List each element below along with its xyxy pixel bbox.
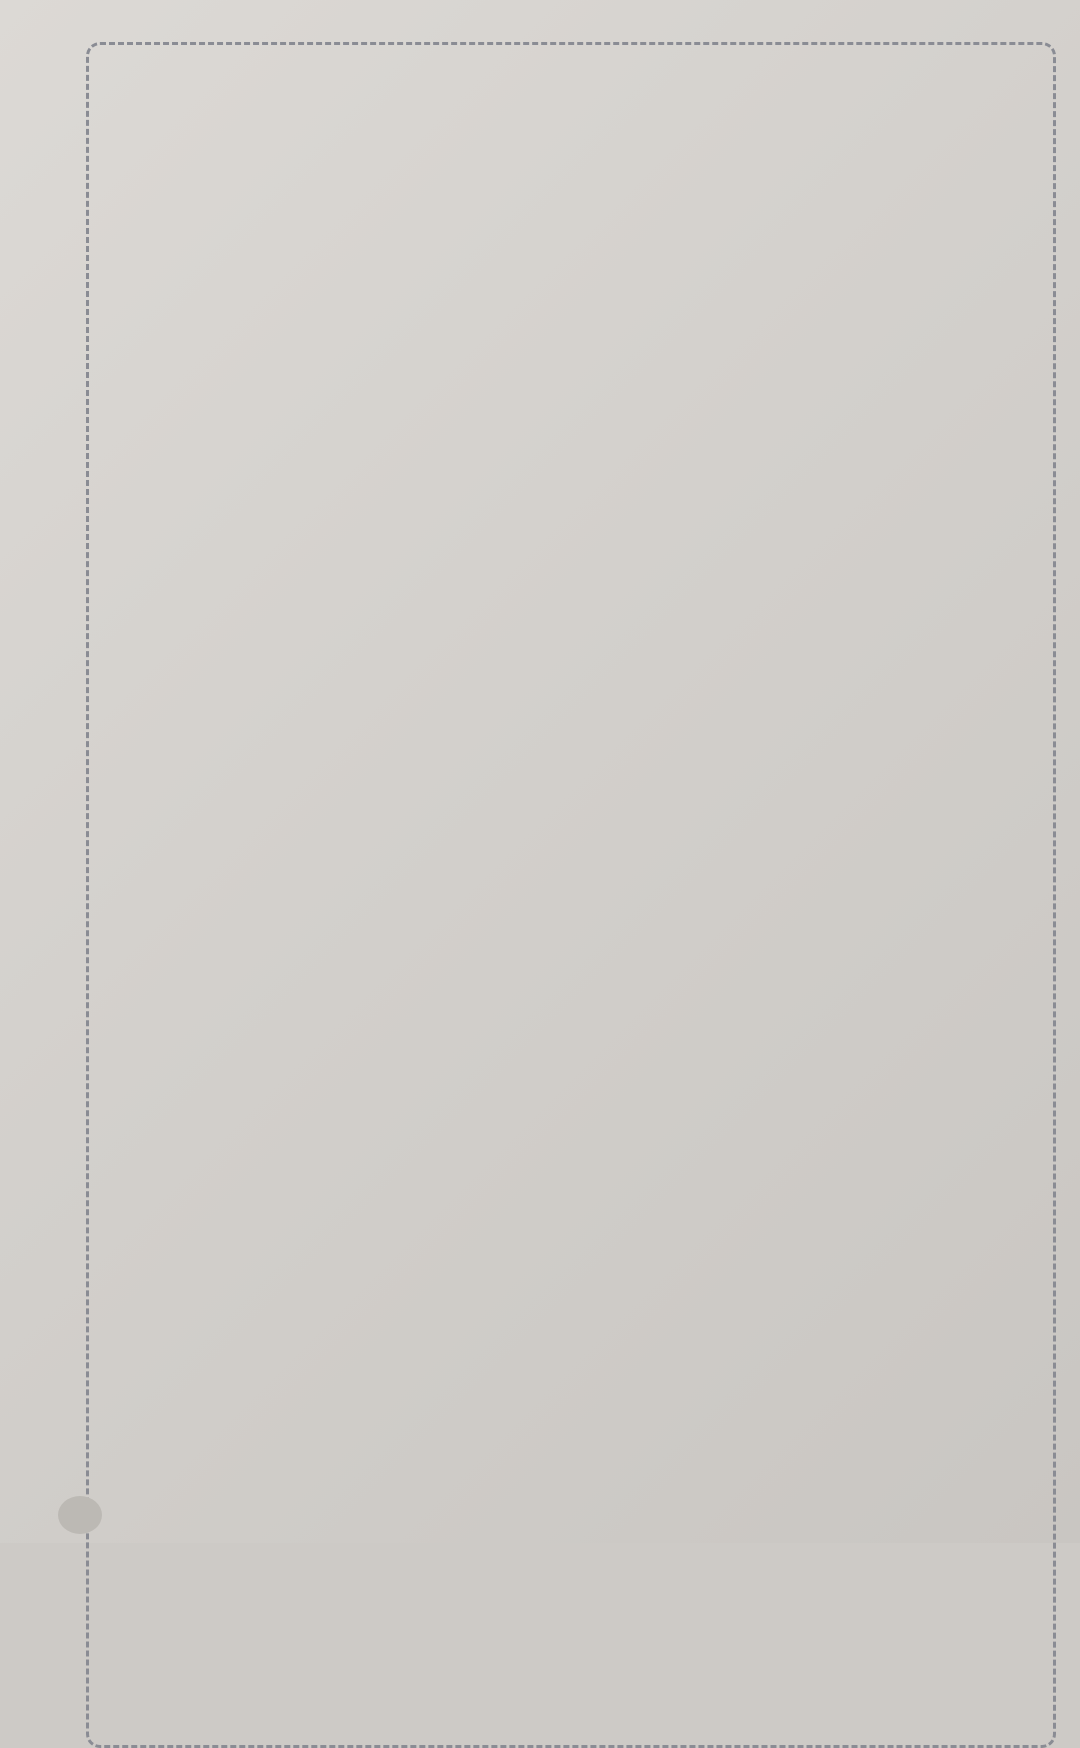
page-footer [58, 1496, 112, 1534]
dashed-frame [86, 42, 1056, 1748]
page-number [58, 1496, 102, 1534]
